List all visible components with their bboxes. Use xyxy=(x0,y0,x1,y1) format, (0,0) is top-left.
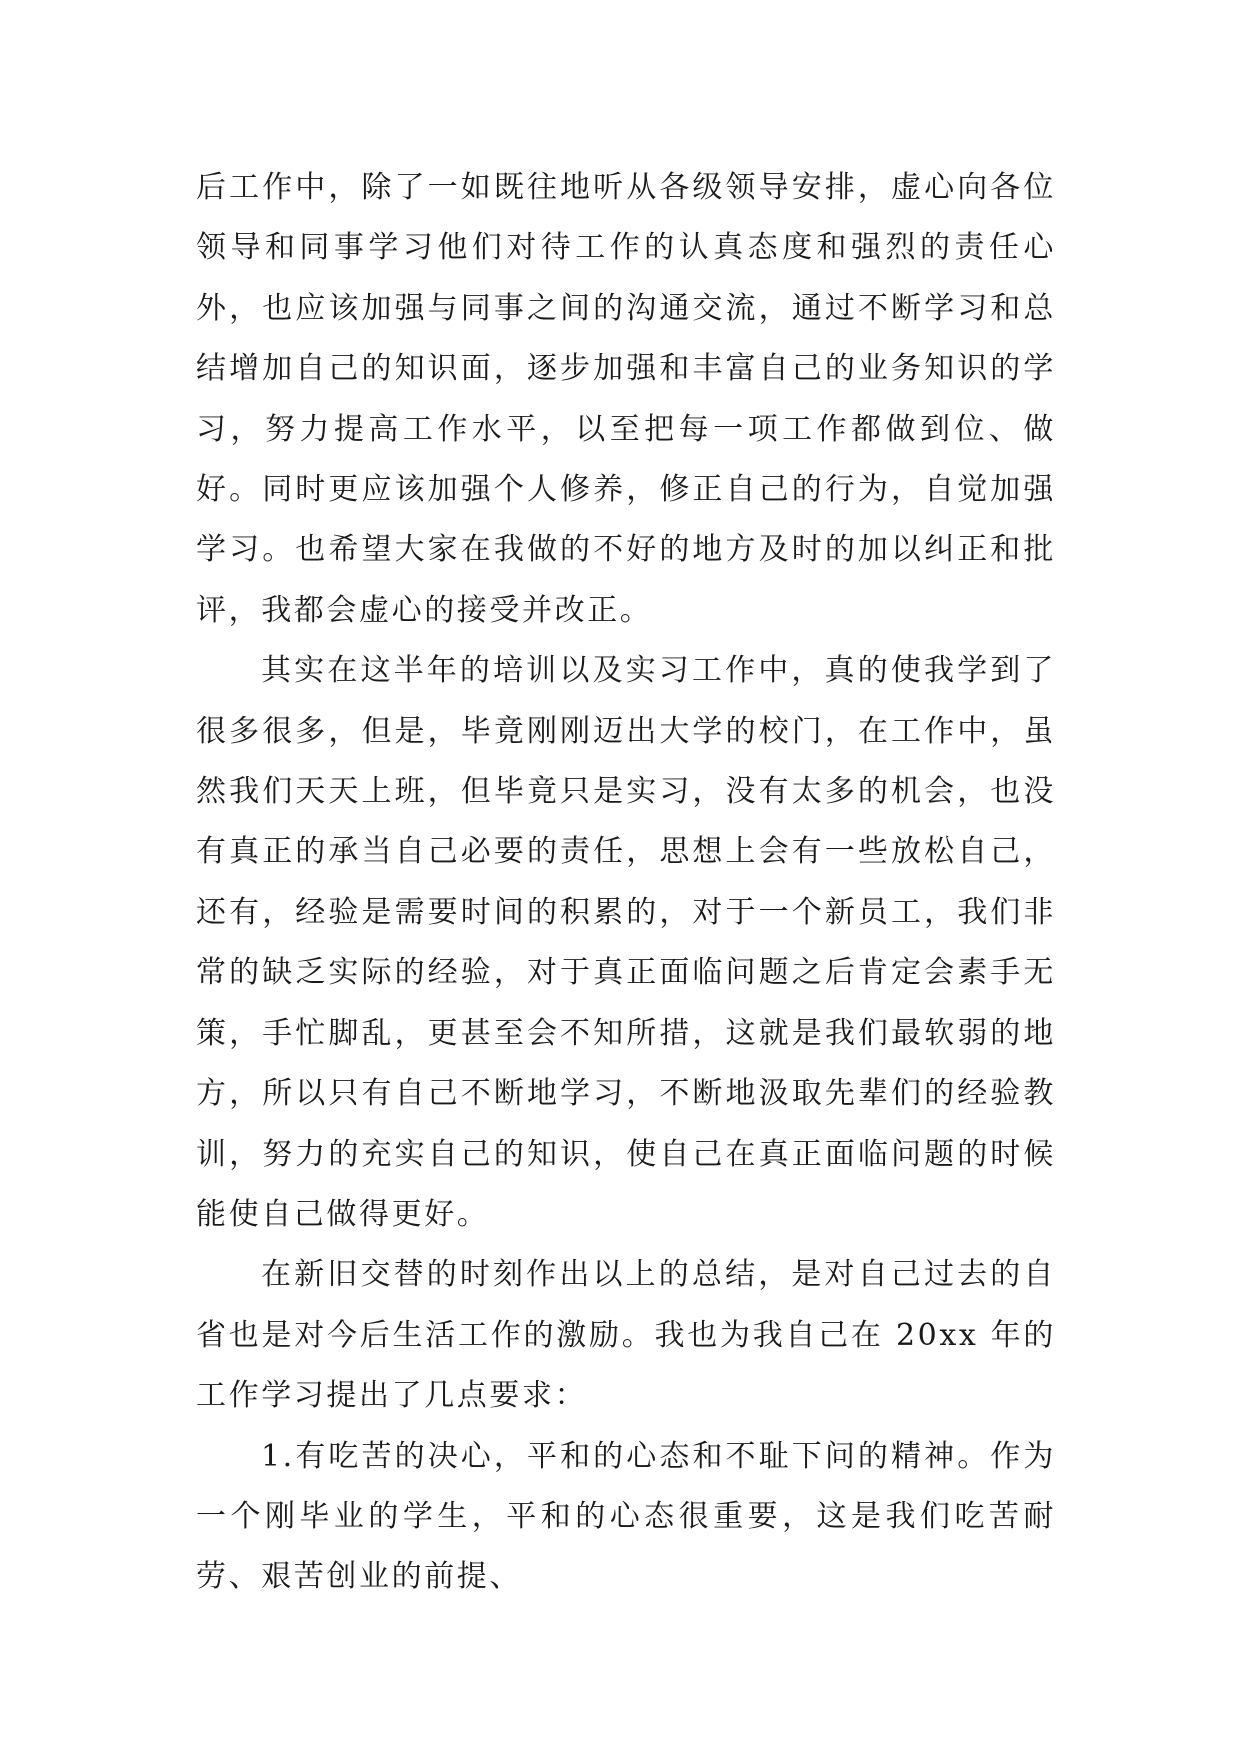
paragraph-summary: 在新旧交替的时刻作出以上的总结，是对自己过去的自省也是对今后生活工作的激励。我也为我自己在 20xx 年的工作学习提出了几点要求： xyxy=(196,1257,1056,1414)
paragraph-requirement-1: 1.有吃苦的决心，平和的心态和不耻下问的精神。作为一个刚毕业的学生，平和的心态很重要，这是我们吃苦耐劳、艰苦创业的前提、 xyxy=(196,1438,1056,1595)
paragraph-continued: 后工作中，除了一如既往地听从各级领导安排，虚心向各位领导和同事学习他们对待工作的认真态度和强烈的责任心外，也应该加强与同事之间的沟通交流，通过不断学习和总结增加自己的知识面，逐步加强和丰富自己的业务知识的学习，努力提高工作水平，以至把每一项工作都做到位、做好。同时更应该加强个人修养，修正自己的行为，自觉加强学习。也希望大家在我做的不好的地方及时的加以纠正和批评，我都会虚心的接受并改正。 xyxy=(196,170,1056,628)
document-body xyxy=(196,158,1056,1608)
paragraph-training-reflection: 其实在这半年的培训以及实习工作中，真的使我学到了很多很多，但是，毕竟刚刚迈出大学的校门，在工作中，虽然我们天天上班，但毕竟只是实习，没有太多的机会，也没有真正的承当自己必要的责任，思想上会有一些放松自己，还有，经验是需要时间的积累的，对于一个新员工，我们非常的缺乏实际的经验，对于真正面临问题之后肯定会素手无策，手忙脚乱，更甚至会不知所措，这就是我们最软弱的地方，所以只有自己不断地学习，不断地汲取先辈们的经验教训，努力的充实自己的知识，使自己在真正面临问题的时候能使自己做得更好。 xyxy=(196,653,1056,1232)
